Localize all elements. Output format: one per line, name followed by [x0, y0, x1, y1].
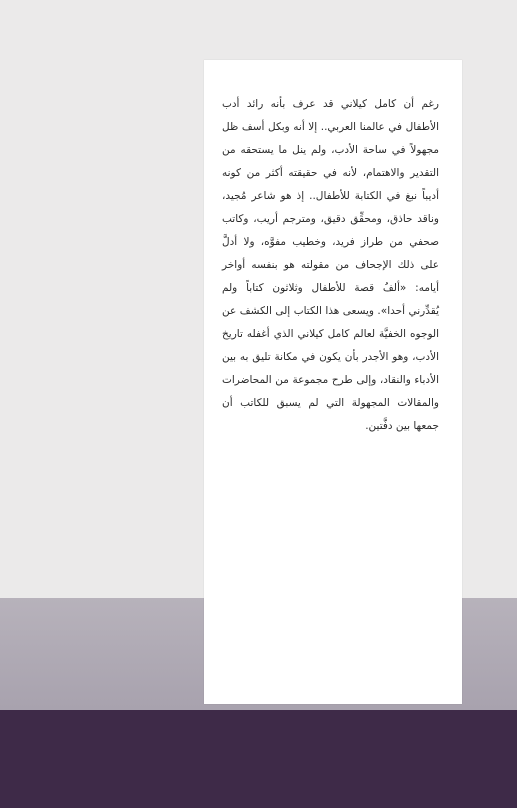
cover-bottom-band [0, 710, 517, 808]
blurb-text: رغم أن كامل كيلاني قد عرف بأنه رائد أدب الأطفال في عالمنا العربي.. إلا أنه وبكل أسف ظل مجهولاً في ساحة الأدب، ولم ينل ما يستحقه من التقدير والاهتمام، لأنه في حقيقته أكثر من كونه أديباً نبغ في الكتابة للأطفال.. إذ هو شاعر مُجيد، وناقد حاذق، ومحقِّق دقيق، ومترجم أريب، وكاتب صحفي من طراز فريد، وخطيب مفوَّه، ولا أدلَّ على ذلك الإجحاف من مقولته هو بنفسه أواخر أيامه: «ألفُ قصة للأطفال وثلاثون كتاباً ولم يُقدِّرني أحدا». ويسعى هذا الكتاب إلى الكشف عن الوجوه الخفيَّة لعالم كامل كيلاني الذي أغفله تاريخ الأدب، وهو الأجدر بأن يكون في مكانة تليق به بين الأدباء والنقاد، وإلى طرح مجموعة من المحاضرات والمقالات المجهولة التي لم يسبق للكاتب أن جمعها بين دفَّتين. [222, 98, 439, 432]
back-cover-blurb [222, 93, 439, 438]
